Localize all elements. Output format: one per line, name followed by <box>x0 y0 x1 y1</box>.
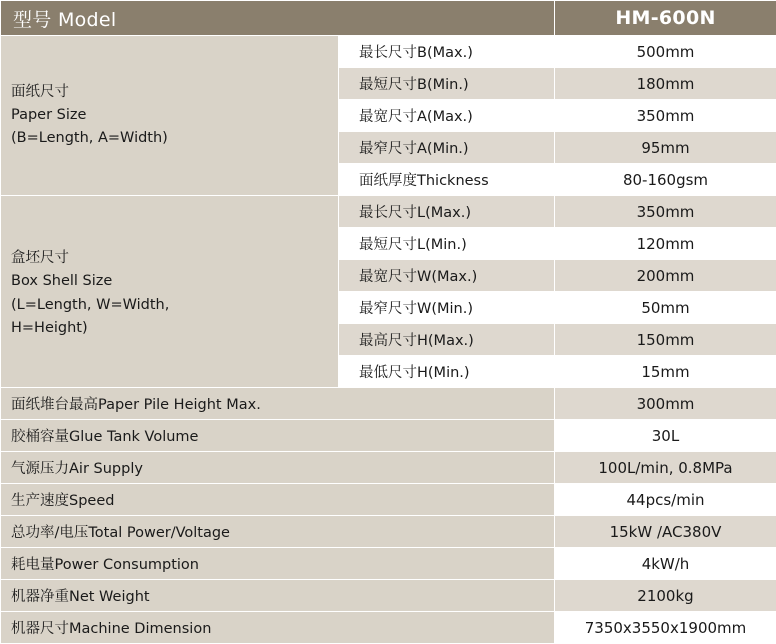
param-value: 95mm <box>555 132 776 164</box>
param-name: 最宽尺寸A(Max.) <box>339 100 555 132</box>
group-label-line: 面纸尺寸 <box>11 81 338 104</box>
row-value: 4kW/h <box>555 548 776 580</box>
param-value: 50mm <box>555 292 776 324</box>
row-label: 机器净重Net Weight <box>1 580 555 612</box>
param-value: 350mm <box>555 100 776 132</box>
row-label: 气源压力Air Supply <box>1 452 555 484</box>
row-value: 30L <box>555 420 776 452</box>
row-value: 2100kg <box>555 580 776 612</box>
row-value: 7350x3550x1900mm <box>555 612 776 644</box>
row-value: 300mm <box>555 388 776 420</box>
group-label-line: (L=Length, W=Width, <box>11 294 338 317</box>
param-name: 最低尺寸H(Min.) <box>339 356 555 388</box>
param-value: 80-160gsm <box>555 164 776 196</box>
param-value: 200mm <box>555 260 776 292</box>
row-value: 44pcs/min <box>555 484 776 516</box>
param-value: 350mm <box>555 196 776 228</box>
param-value: 500mm <box>555 36 776 68</box>
param-name: 最窄尺寸W(Min.) <box>339 292 555 324</box>
group-label-line: (B=Length, A=Width) <box>11 127 338 150</box>
table-header-row <box>1 1 776 36</box>
table-row <box>1 484 776 516</box>
table-row <box>1 388 776 420</box>
param-name: 最长尺寸B(Max.) <box>339 36 555 68</box>
row-label: 耗电量Power Consumption <box>1 548 555 580</box>
row-value: 15kW /AC380V <box>555 516 776 548</box>
group-label-paper-size <box>1 36 339 196</box>
row-label: 总功率/电压Total Power/Voltage <box>1 516 555 548</box>
param-value: 150mm <box>555 324 776 356</box>
table-row <box>1 548 776 580</box>
param-name: 面纸厚度Thickness <box>339 164 555 196</box>
param-value: 180mm <box>555 68 776 100</box>
table-row <box>1 420 776 452</box>
param-name: 最宽尺寸W(Max.) <box>339 260 555 292</box>
row-label: 面纸堆台最高Paper Pile Height Max. <box>1 388 555 420</box>
header-model-label: 型号 Model <box>1 1 555 36</box>
group-label-box-shell-size <box>1 196 339 388</box>
param-name: 最长尺寸L(Max.) <box>339 196 555 228</box>
row-value: 100L/min, 0.8MPa <box>555 452 776 484</box>
group-label-line: Box Shell Size <box>11 270 338 293</box>
table-row <box>1 196 776 228</box>
group-label-line: 盒坯尺寸 <box>11 243 338 270</box>
table-row <box>1 612 776 644</box>
row-label: 生产速度Speed <box>1 484 555 516</box>
param-value: 120mm <box>555 228 776 260</box>
param-name: 最短尺寸L(Min.) <box>339 228 555 260</box>
param-value: 15mm <box>555 356 776 388</box>
table-row <box>1 452 776 484</box>
row-label: 胶桶容量Glue Tank Volume <box>1 420 555 452</box>
param-name: 最高尺寸H(Max.) <box>339 324 555 356</box>
table-row <box>1 516 776 548</box>
param-name: 最短尺寸B(Min.) <box>339 68 555 100</box>
group-label-line: H=Height) <box>11 317 338 340</box>
header-model-value: HM-600N <box>555 1 776 36</box>
param-name: 最窄尺寸A(Min.) <box>339 132 555 164</box>
table-row <box>1 36 776 68</box>
group-label-line: Paper Size <box>11 104 338 127</box>
row-label: 机器尺寸Machine Dimension <box>1 612 555 644</box>
table-row <box>1 580 776 612</box>
